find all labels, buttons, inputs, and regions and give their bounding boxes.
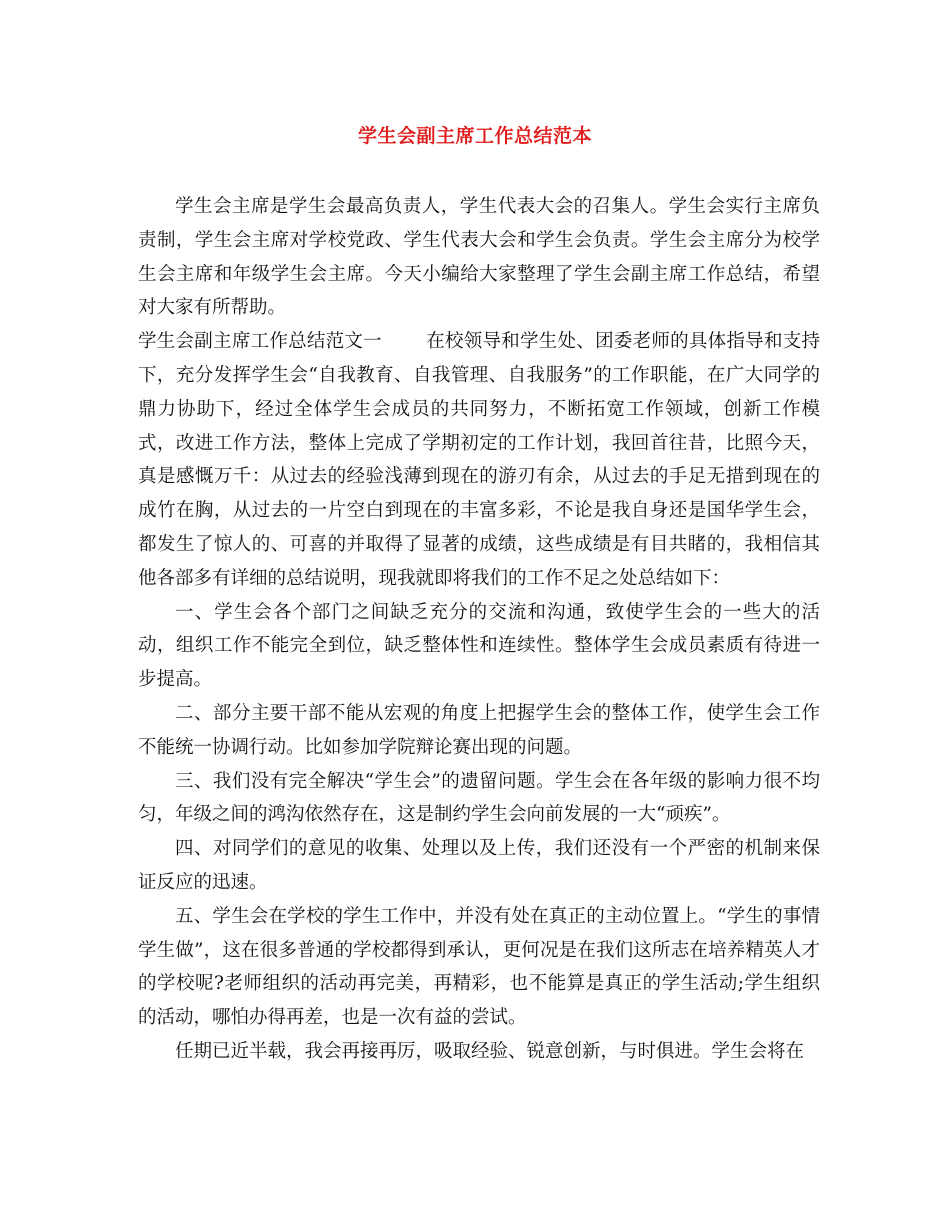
point-paragraph-3: 三、我们没有完全解决“学生会”的遗留问题。学生会在各年级的影响力很不均匀，年级之间的鸿沟依然存在，这是制约学生会向前发展的一大“顽疾”。 [138,770,820,826]
point-paragraph-5: 五、学生会在学校的学生工作中，并没有处在真正的主动位置上。“学生的事情学生做”，这在很多普通的学校都得到承认，更何况是在我们这所志在培养精英人才的学校呢?老师组织的活动再完美，再精彩，也不能算是真正的学生活动;学生组织的活动，哪怕办得再差，也是一次有益的尝试。 [138,905,820,1029]
point-paragraph-4: 四、对同学们的意见的收集、处理以及上传，我们还没有一个严密的机制来保证反应的迅速。 [138,838,820,893]
point-paragraph-1: 一、学生会各个部门之间缺乏充分的交流和沟通，致使学生会的一些大的活动，组织工作不能完全到位，缺乏整体性和连续性。整体学生会成员素质有待进一步提高。 [138,601,820,691]
section-body: 在校领导和学生处、团委老师的具体指导和支持下，充分发挥学生会“自我教育、自我管理、自我服务”的工作职能，在广大同学的鼎力协助下，经过全体学生会成员的共同努力，不断拓宽工作领域，创新工作模式，改进工作方法，整体上完成了学期初定的工作计划，我回首往昔，比照今天，真是感慨万千：从过去的经验浅薄到现在的游刃有余，从过去的手足无措到现在的成竹在胸，从过去的一片空白到现在的丰富多彩，不论是我自身还是国华学生会，都发生了惊人的、可喜的并取得了显著的成绩，这些成绩是有目共睹的，我相信其他各部多有详细的总结说明，现我就即将我们的工作不足之处总结如下： [138,331,820,589]
closing-paragraph: 任期已近半载，我会再接再厉，吸取经验、锐意创新，与时俱进。学生会将在 [175,1040,805,1062]
document-body [138,190,820,1069]
document-title: 学生会副主席工作总结范本 [357,125,592,147]
point-paragraph-2: 二、部分主要干部不能从宏观的角度上把握学生会的整体工作，使学生会工作不能统一协调行动。比如参加学院辩论赛出现的问题。 [138,702,820,758]
section-paragraph [138,325,820,595]
section-heading: 学生会副主席工作总结范文一 [138,331,382,353]
intro-paragraph: 学生会主席是学生会最高负责人，学生代表大会的召集人。学生会实行主席负责制，学生会主席对学校党政、学生代表大会和学生会负责。学生会主席分为校学生会主席和年级学生会主席。今天小编给大家整理了学生会副主席工作总结，希望对大家有所帮助。 [138,196,820,319]
